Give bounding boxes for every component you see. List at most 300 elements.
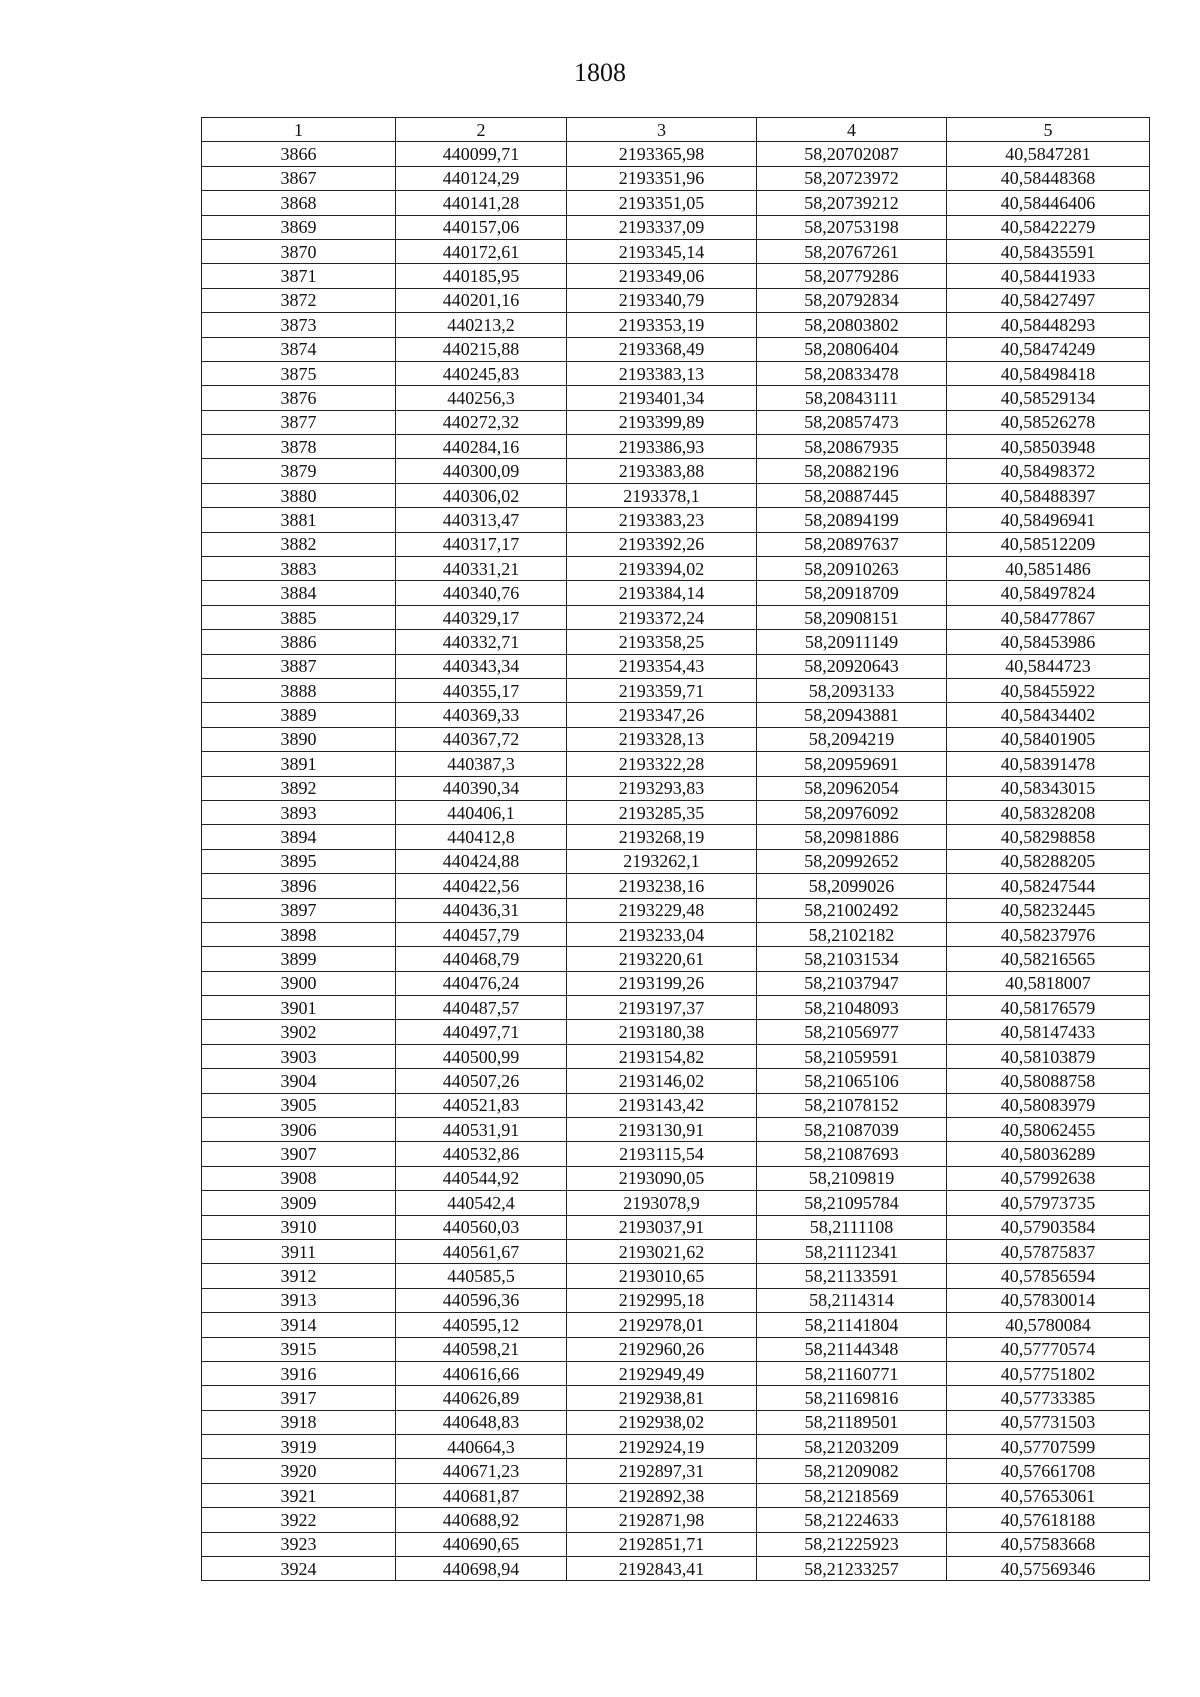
latitude-cell: 58,21056977 xyxy=(757,1020,947,1044)
latitude-cell: 58,21087693 xyxy=(757,1142,947,1166)
latitude-cell: 58,21133591 xyxy=(757,1264,947,1288)
x-coordinate-cell: 440124,29 xyxy=(396,166,567,190)
y-coordinate-cell: 2193285,35 xyxy=(567,800,757,824)
x-coordinate-cell: 440331,21 xyxy=(396,557,567,581)
y-coordinate-cell: 2193199,26 xyxy=(567,971,757,995)
x-coordinate-cell: 440521,83 xyxy=(396,1093,567,1117)
latitude-cell: 58,21169816 xyxy=(757,1386,947,1410)
table-row xyxy=(202,1264,1150,1288)
point-number-cell: 3887 xyxy=(202,654,396,678)
y-coordinate-cell: 2193010,65 xyxy=(567,1264,757,1288)
x-coordinate-cell: 440561,67 xyxy=(396,1239,567,1263)
latitude-cell: 58,20887445 xyxy=(757,483,947,507)
latitude-cell: 58,21031534 xyxy=(757,947,947,971)
table-row xyxy=(202,849,1150,873)
table-row xyxy=(202,874,1150,898)
x-coordinate-cell: 440367,72 xyxy=(396,727,567,751)
x-coordinate-cell: 440317,17 xyxy=(396,532,567,556)
x-coordinate-cell: 440141,28 xyxy=(396,191,567,215)
longitude-cell: 40,58216565 xyxy=(947,947,1150,971)
latitude-cell: 58,21203209 xyxy=(757,1435,947,1459)
point-number-cell: 3867 xyxy=(202,166,396,190)
point-number-cell: 3888 xyxy=(202,678,396,702)
y-coordinate-cell: 2193401,34 xyxy=(567,386,757,410)
table-row xyxy=(202,483,1150,507)
longitude-cell: 40,58298858 xyxy=(947,825,1150,849)
point-number-cell: 3869 xyxy=(202,215,396,239)
table-row xyxy=(202,508,1150,532)
x-coordinate-cell: 440157,06 xyxy=(396,215,567,239)
latitude-cell: 58,20918709 xyxy=(757,581,947,605)
table-row xyxy=(202,1386,1150,1410)
table-row xyxy=(202,313,1150,337)
point-number-cell: 3881 xyxy=(202,508,396,532)
longitude-cell: 40,58435591 xyxy=(947,239,1150,263)
page-number: 1808 xyxy=(574,58,626,87)
x-coordinate-cell: 440507,26 xyxy=(396,1069,567,1093)
table-row xyxy=(202,1166,1150,1190)
latitude-cell: 58,20908151 xyxy=(757,605,947,629)
latitude-cell: 58,20962054 xyxy=(757,776,947,800)
column-header-3: 3 xyxy=(567,118,757,142)
x-coordinate-cell: 440369,33 xyxy=(396,703,567,727)
y-coordinate-cell: 2193229,48 xyxy=(567,898,757,922)
y-coordinate-cell: 2193383,88 xyxy=(567,459,757,483)
x-coordinate-cell: 440648,83 xyxy=(396,1410,567,1434)
longitude-cell: 40,58498372 xyxy=(947,459,1150,483)
point-number-cell: 3895 xyxy=(202,849,396,873)
x-coordinate-cell: 440688,92 xyxy=(396,1508,567,1532)
point-number-cell: 3890 xyxy=(202,727,396,751)
latitude-cell: 58,21078152 xyxy=(757,1093,947,1117)
longitude-cell: 40,57661708 xyxy=(947,1459,1150,1483)
longitude-cell: 40,58503948 xyxy=(947,435,1150,459)
latitude-cell: 58,2102182 xyxy=(757,922,947,946)
x-coordinate-cell: 440436,31 xyxy=(396,898,567,922)
table-body xyxy=(202,142,1150,1581)
latitude-cell: 58,20792834 xyxy=(757,288,947,312)
latitude-cell: 58,21160771 xyxy=(757,1361,947,1385)
longitude-cell: 40,58497824 xyxy=(947,581,1150,605)
longitude-cell: 40,57618188 xyxy=(947,1508,1150,1532)
y-coordinate-cell: 2193154,82 xyxy=(567,1044,757,1068)
point-number-cell: 3909 xyxy=(202,1191,396,1215)
latitude-cell: 58,21233257 xyxy=(757,1557,947,1581)
table-row xyxy=(202,1142,1150,1166)
longitude-cell: 40,57770574 xyxy=(947,1337,1150,1361)
table-row xyxy=(202,1288,1150,1312)
y-coordinate-cell: 2193262,1 xyxy=(567,849,757,873)
x-coordinate-cell: 440215,88 xyxy=(396,337,567,361)
header-row xyxy=(202,118,1150,142)
latitude-cell: 58,2109819 xyxy=(757,1166,947,1190)
y-coordinate-cell: 2193268,19 xyxy=(567,825,757,849)
table-row xyxy=(202,898,1150,922)
x-coordinate-cell: 440500,99 xyxy=(396,1044,567,1068)
table-row xyxy=(202,532,1150,556)
x-coordinate-cell: 440616,66 xyxy=(396,1361,567,1385)
point-number-cell: 3898 xyxy=(202,922,396,946)
y-coordinate-cell: 2193349,06 xyxy=(567,264,757,288)
table-row xyxy=(202,703,1150,727)
table-header xyxy=(202,118,1150,142)
x-coordinate-cell: 440422,56 xyxy=(396,874,567,898)
longitude-cell: 40,58446406 xyxy=(947,191,1150,215)
x-coordinate-cell: 440457,79 xyxy=(396,922,567,946)
point-number-cell: 3872 xyxy=(202,288,396,312)
longitude-cell: 40,58391478 xyxy=(947,752,1150,776)
point-number-cell: 3919 xyxy=(202,1435,396,1459)
longitude-cell: 40,58147433 xyxy=(947,1020,1150,1044)
point-number-cell: 3917 xyxy=(202,1386,396,1410)
x-coordinate-cell: 440406,1 xyxy=(396,800,567,824)
column-header-5: 5 xyxy=(947,118,1150,142)
latitude-cell: 58,20943881 xyxy=(757,703,947,727)
y-coordinate-cell: 2193130,91 xyxy=(567,1118,757,1142)
point-number-cell: 3899 xyxy=(202,947,396,971)
latitude-cell: 58,21065106 xyxy=(757,1069,947,1093)
point-number-cell: 3870 xyxy=(202,239,396,263)
x-coordinate-cell: 440531,91 xyxy=(396,1118,567,1142)
longitude-cell: 40,57653061 xyxy=(947,1483,1150,1507)
latitude-cell: 58,20843111 xyxy=(757,386,947,410)
point-number-cell: 3903 xyxy=(202,1044,396,1068)
longitude-cell: 40,58422279 xyxy=(947,215,1150,239)
longitude-cell: 40,57992638 xyxy=(947,1166,1150,1190)
latitude-cell: 58,21189501 xyxy=(757,1410,947,1434)
x-coordinate-cell: 440476,24 xyxy=(396,971,567,995)
point-number-cell: 3914 xyxy=(202,1313,396,1337)
coordinates-table xyxy=(201,117,1150,1581)
table-row xyxy=(202,947,1150,971)
x-coordinate-cell: 440595,12 xyxy=(396,1313,567,1337)
y-coordinate-cell: 2193197,37 xyxy=(567,996,757,1020)
longitude-cell: 40,5847281 xyxy=(947,142,1150,166)
latitude-cell: 58,20857473 xyxy=(757,410,947,434)
point-number-cell: 3874 xyxy=(202,337,396,361)
longitude-cell: 40,58232445 xyxy=(947,898,1150,922)
latitude-cell: 58,2093133 xyxy=(757,678,947,702)
table-row xyxy=(202,630,1150,654)
x-coordinate-cell: 440497,71 xyxy=(396,1020,567,1044)
longitude-cell: 40,58036289 xyxy=(947,1142,1150,1166)
y-coordinate-cell: 2193378,1 xyxy=(567,483,757,507)
y-coordinate-cell: 2192960,26 xyxy=(567,1337,757,1361)
y-coordinate-cell: 2193365,98 xyxy=(567,142,757,166)
y-coordinate-cell: 2193021,62 xyxy=(567,1239,757,1263)
x-coordinate-cell: 440172,61 xyxy=(396,239,567,263)
point-number-cell: 3889 xyxy=(202,703,396,727)
point-number-cell: 3884 xyxy=(202,581,396,605)
point-number-cell: 3896 xyxy=(202,874,396,898)
x-coordinate-cell: 440343,34 xyxy=(396,654,567,678)
x-coordinate-cell: 440284,16 xyxy=(396,435,567,459)
table-row xyxy=(202,435,1150,459)
longitude-cell: 40,57973735 xyxy=(947,1191,1150,1215)
x-coordinate-cell: 440532,86 xyxy=(396,1142,567,1166)
latitude-cell: 58,2114314 xyxy=(757,1288,947,1312)
table-row xyxy=(202,1069,1150,1093)
latitude-cell: 58,21209082 xyxy=(757,1459,947,1483)
point-number-cell: 3886 xyxy=(202,630,396,654)
point-number-cell: 3882 xyxy=(202,532,396,556)
latitude-cell: 58,20803802 xyxy=(757,313,947,337)
y-coordinate-cell: 2193386,93 xyxy=(567,435,757,459)
y-coordinate-cell: 2193220,61 xyxy=(567,947,757,971)
point-number-cell: 3905 xyxy=(202,1093,396,1117)
y-coordinate-cell: 2193180,38 xyxy=(567,1020,757,1044)
table-row xyxy=(202,1239,1150,1263)
point-number-cell: 3918 xyxy=(202,1410,396,1434)
point-number-cell: 3904 xyxy=(202,1069,396,1093)
x-coordinate-cell: 440300,09 xyxy=(396,459,567,483)
y-coordinate-cell: 2193037,91 xyxy=(567,1215,757,1239)
table-row xyxy=(202,215,1150,239)
point-number-cell: 3892 xyxy=(202,776,396,800)
x-coordinate-cell: 440245,83 xyxy=(396,361,567,385)
latitude-cell: 58,21002492 xyxy=(757,898,947,922)
point-number-cell: 3879 xyxy=(202,459,396,483)
table-row xyxy=(202,1361,1150,1385)
x-coordinate-cell: 440256,3 xyxy=(396,386,567,410)
point-number-cell: 3921 xyxy=(202,1483,396,1507)
table-row xyxy=(202,1118,1150,1142)
y-coordinate-cell: 2193383,13 xyxy=(567,361,757,385)
longitude-cell: 40,58434402 xyxy=(947,703,1150,727)
x-coordinate-cell: 440598,21 xyxy=(396,1337,567,1361)
latitude-cell: 58,20911149 xyxy=(757,630,947,654)
point-number-cell: 3920 xyxy=(202,1459,396,1483)
longitude-cell: 40,58526278 xyxy=(947,410,1150,434)
point-number-cell: 3911 xyxy=(202,1239,396,1263)
longitude-cell: 40,57583668 xyxy=(947,1532,1150,1556)
x-coordinate-cell: 440306,02 xyxy=(396,483,567,507)
y-coordinate-cell: 2193115,54 xyxy=(567,1142,757,1166)
y-coordinate-cell: 2192871,98 xyxy=(567,1508,757,1532)
longitude-cell: 40,58176579 xyxy=(947,996,1150,1020)
y-coordinate-cell: 2193340,79 xyxy=(567,288,757,312)
point-number-cell: 3866 xyxy=(202,142,396,166)
point-number-cell: 3901 xyxy=(202,996,396,1020)
latitude-cell: 58,20959691 xyxy=(757,752,947,776)
table-row xyxy=(202,1215,1150,1239)
longitude-cell: 40,58477867 xyxy=(947,605,1150,629)
latitude-cell: 58,20920643 xyxy=(757,654,947,678)
y-coordinate-cell: 2193368,49 xyxy=(567,337,757,361)
y-coordinate-cell: 2193358,25 xyxy=(567,630,757,654)
y-coordinate-cell: 2193353,19 xyxy=(567,313,757,337)
latitude-cell: 58,21224633 xyxy=(757,1508,947,1532)
x-coordinate-cell: 440585,5 xyxy=(396,1264,567,1288)
point-number-cell: 3910 xyxy=(202,1215,396,1239)
point-number-cell: 3897 xyxy=(202,898,396,922)
longitude-cell: 40,58488397 xyxy=(947,483,1150,507)
table-row xyxy=(202,605,1150,629)
table-row xyxy=(202,1532,1150,1556)
longitude-cell: 40,58083979 xyxy=(947,1093,1150,1117)
point-number-cell: 3906 xyxy=(202,1118,396,1142)
longitude-cell: 40,5780084 xyxy=(947,1313,1150,1337)
y-coordinate-cell: 2193238,16 xyxy=(567,874,757,898)
y-coordinate-cell: 2193351,96 xyxy=(567,166,757,190)
table-row xyxy=(202,922,1150,946)
table-row xyxy=(202,1337,1150,1361)
table-row xyxy=(202,800,1150,824)
point-number-cell: 3913 xyxy=(202,1288,396,1312)
longitude-cell: 40,58496941 xyxy=(947,508,1150,532)
x-coordinate-cell: 440329,17 xyxy=(396,605,567,629)
point-number-cell: 3923 xyxy=(202,1532,396,1556)
point-number-cell: 3908 xyxy=(202,1166,396,1190)
latitude-cell: 58,20779286 xyxy=(757,264,947,288)
table-row xyxy=(202,191,1150,215)
y-coordinate-cell: 2192892,38 xyxy=(567,1483,757,1507)
point-number-cell: 3877 xyxy=(202,410,396,434)
x-coordinate-cell: 440099,71 xyxy=(396,142,567,166)
x-coordinate-cell: 440355,17 xyxy=(396,678,567,702)
longitude-cell: 40,58343015 xyxy=(947,776,1150,800)
point-number-cell: 3902 xyxy=(202,1020,396,1044)
x-coordinate-cell: 440390,34 xyxy=(396,776,567,800)
column-header-2: 2 xyxy=(396,118,567,142)
y-coordinate-cell: 2192843,41 xyxy=(567,1557,757,1581)
y-coordinate-cell: 2193351,05 xyxy=(567,191,757,215)
table-row xyxy=(202,1508,1150,1532)
y-coordinate-cell: 2192938,02 xyxy=(567,1410,757,1434)
y-coordinate-cell: 2193359,71 xyxy=(567,678,757,702)
point-number-cell: 3871 xyxy=(202,264,396,288)
x-coordinate-cell: 440213,2 xyxy=(396,313,567,337)
table-row xyxy=(202,581,1150,605)
latitude-cell: 58,20882196 xyxy=(757,459,947,483)
longitude-cell: 40,58237976 xyxy=(947,922,1150,946)
x-coordinate-cell: 440332,71 xyxy=(396,630,567,654)
longitude-cell: 40,58288205 xyxy=(947,849,1150,873)
longitude-cell: 40,58062455 xyxy=(947,1118,1150,1142)
point-number-cell: 3891 xyxy=(202,752,396,776)
latitude-cell: 58,21087039 xyxy=(757,1118,947,1142)
latitude-cell: 58,21141804 xyxy=(757,1313,947,1337)
latitude-cell: 58,20806404 xyxy=(757,337,947,361)
table-row xyxy=(202,1557,1150,1581)
point-number-cell: 3883 xyxy=(202,557,396,581)
longitude-cell: 40,58328208 xyxy=(947,800,1150,824)
x-coordinate-cell: 440340,76 xyxy=(396,581,567,605)
latitude-cell: 58,21144348 xyxy=(757,1337,947,1361)
y-coordinate-cell: 2193337,09 xyxy=(567,215,757,239)
x-coordinate-cell: 440596,36 xyxy=(396,1288,567,1312)
longitude-cell: 40,57731503 xyxy=(947,1410,1150,1434)
point-number-cell: 3894 xyxy=(202,825,396,849)
table-row xyxy=(202,1410,1150,1434)
point-number-cell: 3915 xyxy=(202,1337,396,1361)
table-row xyxy=(202,1459,1150,1483)
longitude-cell: 40,58103879 xyxy=(947,1044,1150,1068)
table-row xyxy=(202,288,1150,312)
longitude-cell: 40,57751802 xyxy=(947,1361,1150,1385)
y-coordinate-cell: 2193090,05 xyxy=(567,1166,757,1190)
latitude-cell: 58,21112341 xyxy=(757,1239,947,1263)
longitude-cell: 40,57569346 xyxy=(947,1557,1150,1581)
point-number-cell: 3875 xyxy=(202,361,396,385)
latitude-cell: 58,2099026 xyxy=(757,874,947,898)
table-row xyxy=(202,239,1150,263)
longitude-cell: 40,58498418 xyxy=(947,361,1150,385)
y-coordinate-cell: 2193392,26 xyxy=(567,532,757,556)
y-coordinate-cell: 2192851,71 xyxy=(567,1532,757,1556)
longitude-cell: 40,58512209 xyxy=(947,532,1150,556)
latitude-cell: 58,20897637 xyxy=(757,532,947,556)
latitude-cell: 58,21048093 xyxy=(757,996,947,1020)
table-row xyxy=(202,337,1150,361)
table-row xyxy=(202,825,1150,849)
point-number-cell: 3893 xyxy=(202,800,396,824)
x-coordinate-cell: 440544,92 xyxy=(396,1166,567,1190)
point-number-cell: 3907 xyxy=(202,1142,396,1166)
point-number-cell: 3878 xyxy=(202,435,396,459)
latitude-cell: 58,20767261 xyxy=(757,239,947,263)
table-row xyxy=(202,1191,1150,1215)
x-coordinate-cell: 440313,47 xyxy=(396,508,567,532)
latitude-cell: 58,20910263 xyxy=(757,557,947,581)
y-coordinate-cell: 2192978,01 xyxy=(567,1313,757,1337)
y-coordinate-cell: 2192938,81 xyxy=(567,1386,757,1410)
x-coordinate-cell: 440626,89 xyxy=(396,1386,567,1410)
y-coordinate-cell: 2193146,02 xyxy=(567,1069,757,1093)
y-coordinate-cell: 2193293,83 xyxy=(567,776,757,800)
latitude-cell: 58,21095784 xyxy=(757,1191,947,1215)
table-row xyxy=(202,752,1150,776)
table-row xyxy=(202,410,1150,434)
latitude-cell: 58,2111108 xyxy=(757,1215,947,1239)
latitude-cell: 58,2094219 xyxy=(757,727,947,751)
point-number-cell: 3900 xyxy=(202,971,396,995)
x-coordinate-cell: 440387,3 xyxy=(396,752,567,776)
table-row xyxy=(202,678,1150,702)
latitude-cell: 58,20992652 xyxy=(757,849,947,873)
latitude-cell: 58,20833478 xyxy=(757,361,947,385)
column-header-4: 4 xyxy=(757,118,947,142)
table-row xyxy=(202,727,1150,751)
latitude-cell: 58,21037947 xyxy=(757,971,947,995)
longitude-cell: 40,58088758 xyxy=(947,1069,1150,1093)
column-header-1: 1 xyxy=(202,118,396,142)
longitude-cell: 40,58247544 xyxy=(947,874,1150,898)
point-number-cell: 3922 xyxy=(202,1508,396,1532)
latitude-cell: 58,20723972 xyxy=(757,166,947,190)
y-coordinate-cell: 2192924,19 xyxy=(567,1435,757,1459)
table-row xyxy=(202,1435,1150,1459)
longitude-cell: 40,57733385 xyxy=(947,1386,1150,1410)
x-coordinate-cell: 440185,95 xyxy=(396,264,567,288)
table-row xyxy=(202,459,1150,483)
x-coordinate-cell: 440272,32 xyxy=(396,410,567,434)
point-number-cell: 3873 xyxy=(202,313,396,337)
longitude-cell: 40,58448293 xyxy=(947,313,1150,337)
table-row xyxy=(202,1483,1150,1507)
latitude-cell: 58,21225923 xyxy=(757,1532,947,1556)
y-coordinate-cell: 2193143,42 xyxy=(567,1093,757,1117)
latitude-cell: 58,20702087 xyxy=(757,142,947,166)
table-row xyxy=(202,264,1150,288)
y-coordinate-cell: 2192949,49 xyxy=(567,1361,757,1385)
table-row xyxy=(202,1020,1150,1044)
table-row xyxy=(202,142,1150,166)
table-row xyxy=(202,1093,1150,1117)
x-coordinate-cell: 440487,57 xyxy=(396,996,567,1020)
x-coordinate-cell: 440671,23 xyxy=(396,1459,567,1483)
longitude-cell: 40,5844723 xyxy=(947,654,1150,678)
